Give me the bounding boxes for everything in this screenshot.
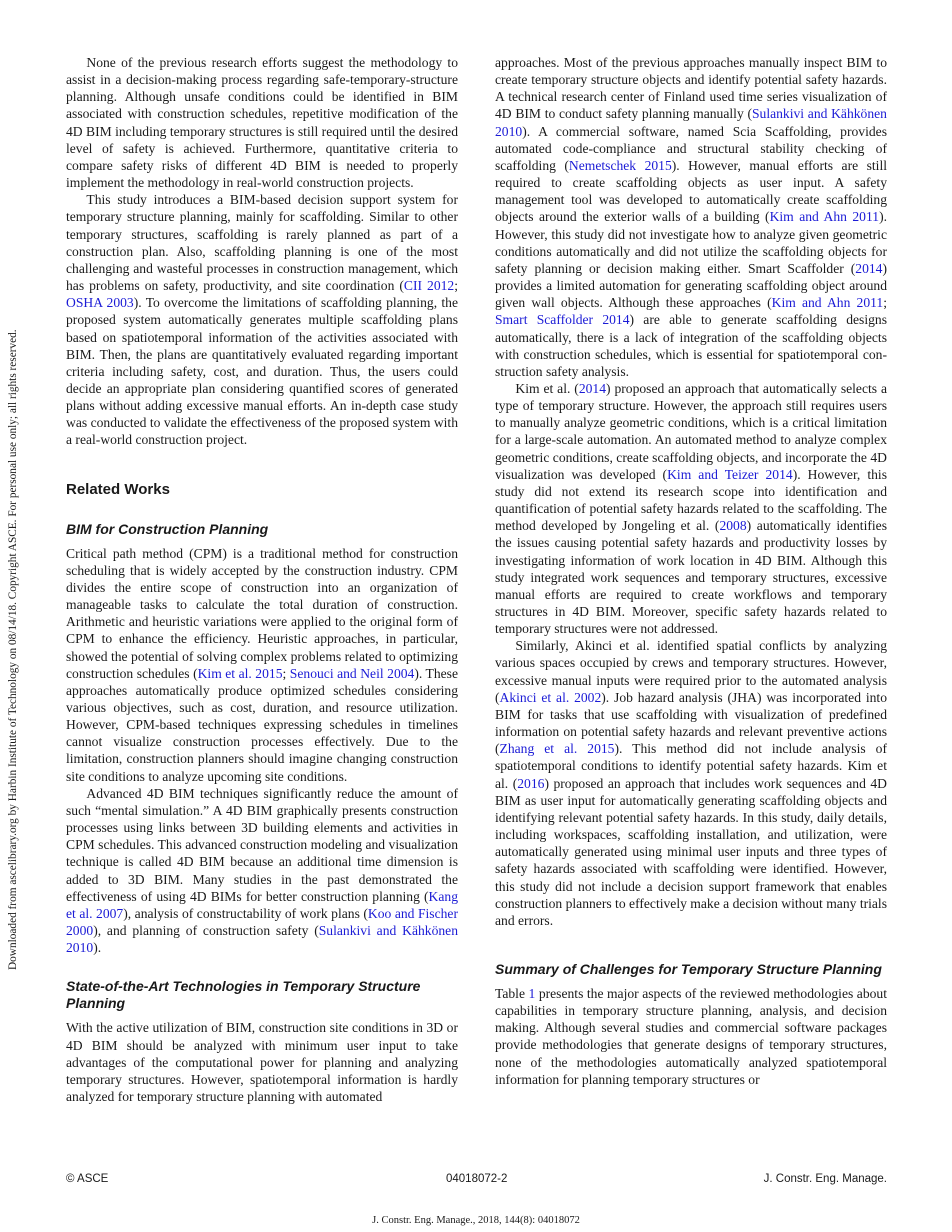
- right-paragraph-1: [495, 54, 887, 380]
- citation-link[interactable]: OSHA 2003: [66, 295, 134, 311]
- citation-link[interactable]: 2014: [578, 380, 607, 396]
- text-run: ). These approaches automatically produce optimized schedules considering various objectives, such as cost, duration, and resource utilization. However, CPM-based techniques expressing schedules in timelines cannot visualize construction processes effectively. Due to the limitation, construction planners should imagine changing construction site conditions to analyze upcoming site conditions.: [66, 665, 458, 784]
- download-notice: [2, 270, 22, 970]
- citation-link[interactable]: 2016: [517, 775, 545, 791]
- citation-link[interactable]: Koo and Fischer 2000: [66, 905, 458, 939]
- text-run: presents the major aspects of the reviewed methodologies about capabilities in temporary structure planning, analysis, and decision making. Although several studies and commercial software packages provide methodologies that generate designs of temporary structures, none of the methodologies automatically analyzed spatiotemporal information for planning temporary structures or: [495, 985, 887, 1087]
- text-run: ). However, this study did not investigate how to analyze given geometric conditions automatically and did not utilize the scaffolding objects for safety planning or decision making either. Smart Scaffolder (: [495, 209, 887, 276]
- citation-link[interactable]: Kang et al. 2007: [66, 888, 458, 921]
- citation-link[interactable]: Kim and Ahn 2011: [769, 209, 880, 225]
- citation-link[interactable]: Kim and Ahn 2011: [771, 295, 884, 311]
- right-paragraph-3: [495, 637, 887, 929]
- table-reference-link[interactable]: 1: [528, 985, 536, 1001]
- text-run: ;: [454, 278, 458, 294]
- citation-link[interactable]: Sulankivi and Kähkönen 2010: [495, 106, 887, 139]
- text-run: Table: [495, 985, 529, 1001]
- text-run: ). To overcome the limitations of scaffolding planning, the proposed system automatically generates multiple scaffolding plans based on spatiotemporal information of the activities associated with BIM. Then, the plans are quantitatively evaluated regarding important criteria including safety, cost, and duration. Thus, the users could decide an appropriate plan considering quantified scores of generated plans without adding excessive manual efforts. An in-depth case study was conducted to validate the effectiveness of the proposed system with a real-world construction project.: [66, 295, 458, 448]
- text-run: This study introduces a BIM-based decision support system for temporary structure planning, mainly for scaffolding. Similar to other temporary structures, scaffolding is rarely planned as part of a construction plan. Also, scaffolding planning is one of the most challenging and wasteful processes in construction management, which has problems on safety, productivity, and site coordination (: [66, 192, 458, 294]
- subsection-heading-state-of-the-art: State-of-the-Art Technologies in Temporary Structure Planning: [66, 978, 421, 1012]
- footer-copyright: © ASCE: [66, 1173, 109, 1185]
- summary-paragraph-1: [495, 985, 887, 1088]
- text-run: ) are able to generate scaffolding designs automatically, there is a lack of integration of the scaffolding objects with construction schedules, which is essential for spatiotemporal construction safety analysis.: [495, 312, 887, 379]
- text-run: ). However, this study did not extend its research scope into identification and quantification of potential safety hazards related to the scaffolding. The method developed by Jongeling et al. (: [495, 466, 887, 534]
- footer-journal: J. Constr. Eng. Manage.: [763, 1173, 887, 1185]
- text-run: Kim et al. (: [515, 380, 579, 396]
- citation-link[interactable]: Akinci et al. 2002: [499, 689, 602, 705]
- text-run: ), and planning of construction safety (: [93, 923, 319, 939]
- bim-planning-paragraph-2: [66, 785, 458, 957]
- text-run: ). A commercial software, named Scia Scaffolding, provides automated code-compliance and structural stability checking of scaffolding (: [495, 123, 887, 173]
- text-run: ;: [883, 295, 887, 311]
- intro-paragraph-2: [66, 191, 458, 448]
- text-run: ) automatically identifies the issues causing potential safety hazards and productivity losses by investigating information of work location in 4D BIM. Although this study integrated work sequences and temporary structures, excessive manual efforts are required to create workflows and temporary structures in 4D BIM. Moreover, specific safety hazards related to temporary structures were not addressed.: [495, 518, 887, 637]
- citation-link[interactable]: 2008: [719, 518, 747, 534]
- citation-line: J. Constr. Eng. Manage., 2018, 144(8): 04018072: [372, 1215, 580, 1226]
- citation-link[interactable]: Senouci and Neil 2004: [289, 665, 415, 681]
- download-notice-text: Downloaded from ascelibrary.org by Harbin Institute of Technology on 08/14/18. Copyright ASCE. For personal use only; all rights reserved.: [7, 329, 19, 970]
- text-run: ). However, manual efforts are still required to create scaffolding objects as user input. A safety management tool was developed to automatically create scaffolding objects around the exterior walls of a building (: [495, 157, 887, 225]
- text-run: ). This method did not include analysis of spatiotemporal conditions to identify potential safety hazards. Kim et al. (: [495, 741, 887, 791]
- citation-link[interactable]: Kim and Teizer 2014: [667, 466, 793, 482]
- text-run: ) provides a limited automation for generating scaffolding object around given wall objects. Although these approaches (: [495, 260, 887, 311]
- citation-link[interactable]: Smart Scaffolder 2014: [495, 312, 630, 328]
- citation-link[interactable]: Kim et al. 2015: [197, 665, 283, 681]
- citation-link[interactable]: Zhang et al. 2015: [499, 741, 615, 757]
- right-paragraph-2: [495, 380, 887, 637]
- text-run: approaches. Most of the previous approaches manually inspect BIM to create temporary structure objects and identify potential safety hazards. A technical research center of Finland used time series visualization of 4D BIM to conduct safety planning manually (: [495, 55, 887, 122]
- subsection-heading-summary-challenges: Summary of Challenges for Temporary Structure Planning: [495, 960, 882, 977]
- subsection-heading-bim-planning: BIM for Construction Planning: [66, 520, 269, 537]
- text-run: Critical path method (CPM) is a traditional method for construction scheduling that is widely accepted by the construction industry. CPM divides the entire scope of construction into an organization of manageable tasks to calculate the total duration of construction. Arithmetic and heuristic variations were applied to the original form of CPM to enhance the efficiency. Heuristic approaches, in particular, showed the potential of solving complex problems related to optimizing construction schedules (: [66, 545, 458, 681]
- text-run: ;: [282, 665, 290, 681]
- bim-planning-paragraph-1: [66, 545, 458, 785]
- footer-page-id: 04018072-2: [446, 1173, 508, 1185]
- citation-link[interactable]: CII 2012: [403, 278, 455, 294]
- text-run: Similarly, Akinci et al. identified spatial conflicts by analyzing various spaces occupied by crews and temporary structures. However, excessive manual inputs were required prior to the automated analysis (: [495, 638, 887, 705]
- left-column: [66, 54, 458, 1105]
- citation-link[interactable]: Nemetschek 2015: [568, 157, 672, 173]
- citation-link[interactable]: Sulankivi and Kähkönen 2010: [66, 923, 458, 956]
- text-run: Advanced 4D BIM techniques significantly reduce the amount of such “mental simulation.” A 4D BIM graphically presents construction processes using links between 3D building elements and activities in CPM schedules. This advanced construction modeling and visualization technique is called 4D BIM because an additional time dimension is added to 3D BIM. Many studies in the past demonstrated the effectiveness of using 4D BIMs for better construction planning (: [66, 785, 458, 904]
- intro-paragraph-1: None of the previous research efforts suggest the methodology to assist in a decision-making process regarding safe-temporary-structure planning. Although unsafe conditions could be identified in BIM associated with construction schedules, repetitive modification of the 4D BIM including temporary structures is still required until the desired level of safety is achieved. Furthermore, quantitative criteria to compare safety risks of different 4D BIM is needed to properly implement the methodology in real-world construction projects.: [66, 55, 458, 191]
- text-run: ), analysis of constructability of work plans (: [123, 905, 368, 921]
- right-column: [495, 54, 887, 1088]
- section-heading-related-works: Related Works: [66, 480, 170, 498]
- text-run: ) proposed an approach that includes work sequences and 4D BIM as user input for automatically generating scaffolding objects and identifying relevant potential safety hazards. In this study, daily details, including workspaces, scaffolding installation, and utilization, were automatically generated using minimal user inputs and three types of safety hazards associated with scaffolding were identified. However, this study did not include a decision support framework that enables construction planners to effectively make a decision without many trials and errors.: [495, 775, 887, 928]
- text-run: ).: [93, 940, 102, 956]
- text-run: ). Job hazard analysis (JHA) was incorporated into BIM for tasks that use scaffolding with visualization of predefined information on potential safety hazards and relevant preventive actions (: [495, 689, 887, 757]
- state-of-the-art-paragraph-1: With the active utilization of BIM, construction site conditions in 3D or 4D BIM should be analyzed with minimum user input to take advantages of the computational power for planning and analyzing temporary structures. However, spatiotemporal information is hardly analyzed for temporary structure planning with automated: [66, 1020, 458, 1104]
- text-run: ) proposed an approach that automatically selects a type of temporary structure. However, the approach still requires users to manually analyze geometric conditions, which is a critical limitation for a large-scale automation. An automated method to analyze complex geometric conditions, create scaffolding objects, and incorporate the 4D visualization was developed (: [495, 380, 887, 482]
- citation-link[interactable]: 2014: [855, 260, 883, 276]
